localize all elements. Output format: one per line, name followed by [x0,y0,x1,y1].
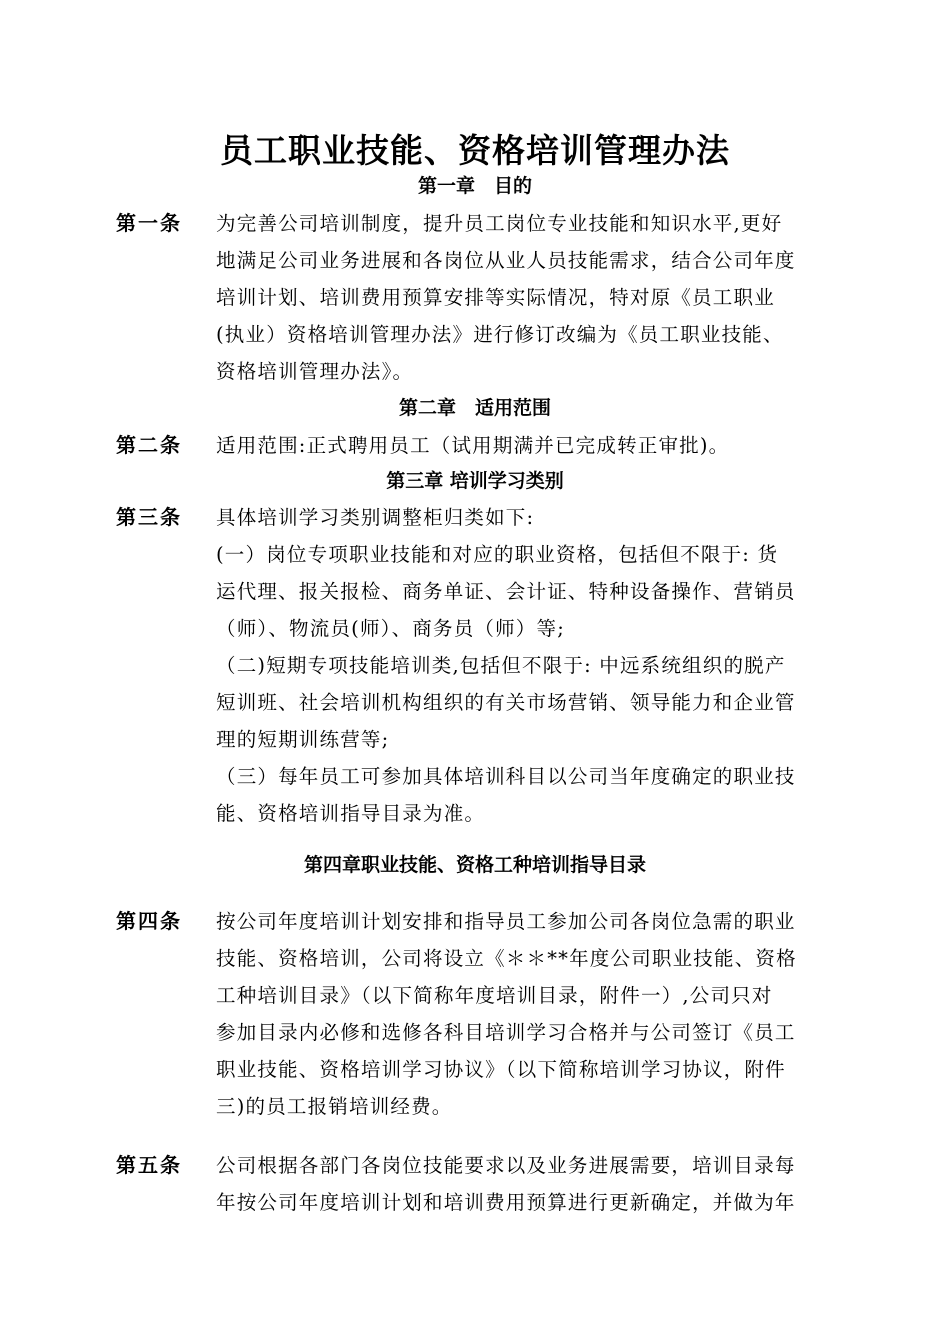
article-3-line: 能、资格培训指导目录为准。 [216,802,486,825]
article-1-label: 第一条 [116,211,182,235]
article-5-label: 第五条 [116,1153,182,1177]
article-3-body [216,499,850,832]
article-4-line: 工种培训目录》（以下简称年度培训目录，附件一）,公司只对 [216,984,773,1007]
article-5-line: 年按公司年度培训计划和培训费用预算进行更新确定，并做为年 [216,1191,796,1214]
article-2-label: 第二条 [116,433,182,457]
article-3-line: （三）每年员工可参加具体培训科目以公司当年度确定的职业技 [216,765,796,788]
article-5-line: 公司根据各部门各岗位技能要求以及业务进展需要，培训目录每 [216,1154,796,1177]
article-3-label: 第三条 [116,505,182,529]
article-5-body [216,1147,850,1221]
article-1-line: 地满足公司业务进展和各岗位从业人员技能需求，结合公司年度 [216,249,796,272]
article-4-line: 技能、资格培训，公司将设立《＊＊**年度公司职业技能、资格 [216,947,797,970]
chapter-4-heading: 第四章职业技能、资格工种培训指导目录 [303,854,646,876]
article-3-line: 理的短期训练营等; [216,728,390,751]
document-title: 员工职业技能、资格培训管理办法 [220,131,730,170]
article-4-line: 按公司年度培训计划安排和指导员工参加公司各岗位急需的职业 [216,910,796,933]
article-3-line: 具体培训学习类别调整柜归类如下: [216,506,535,529]
article-4-line: 三)的员工报销培训经费。 [216,1095,453,1118]
article-1-body [216,205,850,390]
article-3-line: 短训班、社会培训机构组织的有关市场营销、领导能力和企业管 [216,691,796,714]
article-4-body [216,903,850,1125]
article-4-label: 第四条 [116,909,182,933]
article-4-line: 参加目录内必修和选修各科目培训学习合格并与公司签订《员工 [216,1021,796,1044]
article-1-line: 资格培训管理办法》。 [216,360,414,383]
chapter-1-heading: 第一章 目的 [417,175,532,197]
article-4-line: 职业技能、资格培训学习协议》（以下简称培训学习协议，附件 [216,1058,786,1081]
article-1-line: (执业）资格培训管理办法》进行修订改编为《员工职业技能、 [216,323,784,346]
article-3-line: (一）岗位专项职业技能和对应的职业资格，包括但不限于: 货 [216,543,779,566]
article-1-line: 为完善公司培训制度，提升员工岗位专业技能和知识水平,更好 [216,212,783,235]
article-1-line: 培训计划、培训费用预算安排等实际情况，特对原《员工职业 [216,286,775,309]
chapter-2-heading: 第二章 适用范围 [398,397,551,419]
article-2-body [216,427,850,464]
article-3-line: （二)短期专项技能培训类,包括但不限于: 中远系统组织的脱产 [216,654,786,677]
article-2-line: 适用范围:正式聘用员工（试用期满并已完成转正审批)。 [216,434,730,457]
article-3-line: （师）、物流员(师）、商务员（师）等; [216,617,565,640]
article-3-line: 运代理、报关报检、商务单证、会计证、特种设备操作、营销员 [216,580,796,603]
chapter-3-heading: 第三章 培训学习类别 [386,470,564,492]
